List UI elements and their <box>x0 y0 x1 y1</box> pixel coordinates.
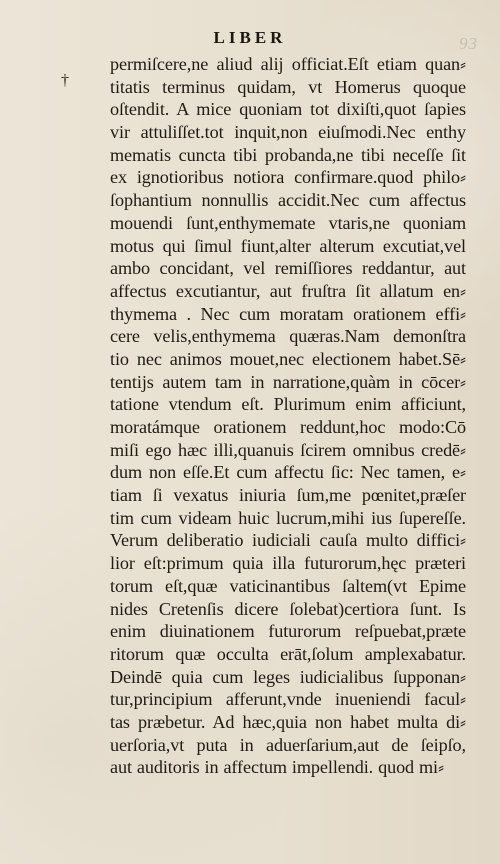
text-line-20: tiam ſi vexatus iniuria ſum,me pœnitet,præſer <box>110 485 466 506</box>
text-line-1: permiſcere,ne aliud alij officiat.Eſt etiam quan⸗ <box>110 54 466 74</box>
text-line-12: thymema . Nec cum moratam orationem effi⸗ <box>110 303 466 324</box>
running-head: LIBER <box>213 28 287 47</box>
text-line-22: Verum deliberatio iudiciali cauſa multo diffici⸗ <box>110 530 466 551</box>
text-line-21: tim cum videam huic lucrum,mihi ius ſupereſſe. <box>110 507 466 528</box>
text-line-14: tio nec animos mouet,nec electionem habet.Sē⸗ <box>110 348 466 369</box>
text-line-2: titatis terminus quidam, vt Homerus quoque <box>110 76 466 97</box>
text-line-18: miſi ego hæc illi,quanuis ſcirem omnibus credē⸗ <box>110 439 466 460</box>
text-block <box>110 53 466 779</box>
text-line-27: ritorum quæ occulta erāt,ſolum amplexabatur. <box>110 643 466 664</box>
text-line-15: tentijs autem tam in narratione,quàm in cōcer⸗ <box>110 371 466 392</box>
text-line-19: dum non eſſe.Et cum affectu ſic: Nec tamen, e⸗ <box>110 462 466 483</box>
text-line-23: lior eſt:primum quia illa futurorum,hęc præteri <box>110 553 466 574</box>
text-line-4: vir attuliſſet.tot inquit,non eiuſmodi.Nec enthy <box>110 122 466 143</box>
text-line-32: aut auditoris in affectum impellendi. quod mi⸗ <box>110 757 444 778</box>
text-line-29: tur,principium afferunt,vnde inueniendi facul⸗ <box>110 689 466 710</box>
marginal-mark: † <box>61 72 69 89</box>
bleed-through-page-number: 93 <box>459 34 478 53</box>
text-line-30: tas præbetur. Ad hæc,quia non habet multa di⸗ <box>110 711 466 732</box>
text-line-25: nides Cretenſis dicere ſolebat)certiora ſunt. Is <box>110 598 466 619</box>
text-line-26: enim diuinationem futurorum reſpuebat,præte <box>110 621 466 642</box>
text-line-7: ſophantium nonnullis accidit.Nec cum affectus <box>110 190 466 211</box>
text-line-28: Deindē quia cum leges iudicialibus ſupponan⸗ <box>110 666 466 687</box>
text-line-6: ex ignotioribus notiora confirmare.quod philo⸗ <box>110 167 466 188</box>
text-line-31: uerſoria,vt puta in aduerſarium,aut de ſeipſo, <box>110 734 466 755</box>
text-line-16: tatione vtendum eſt. Plurimum enim afficiunt, <box>110 394 466 415</box>
text-line-5: mematis cuncta tibi probanda,ne tibi neceſſe ſit <box>110 144 466 165</box>
text-line-13: cere velis,enthymema quæras.Nam demonſtra <box>110 326 466 347</box>
text-line-3: oſtendit. A mice quoniam tot dixiſti,quot ſapies <box>110 99 466 120</box>
text-line-10: ambo concidant, vel remiſſiores reddantur, aut <box>110 258 466 279</box>
text-line-17: moratámque orationem reddunt,hoc modo:Cō <box>110 417 466 437</box>
text-line-11: affectus excutiantur, aut fruſtra ſit allatum en⸗ <box>110 280 466 301</box>
text-line-8: mouendi ſunt,enthymemate vtaris,ne quoniam <box>110 212 466 233</box>
text-line-9: motus qui ſimul fiunt,alter alterum excutiat,vel <box>110 235 466 256</box>
text-line-24: torum eſt,quæ vaticinantibus ſaltem(vt Epime <box>110 575 466 596</box>
